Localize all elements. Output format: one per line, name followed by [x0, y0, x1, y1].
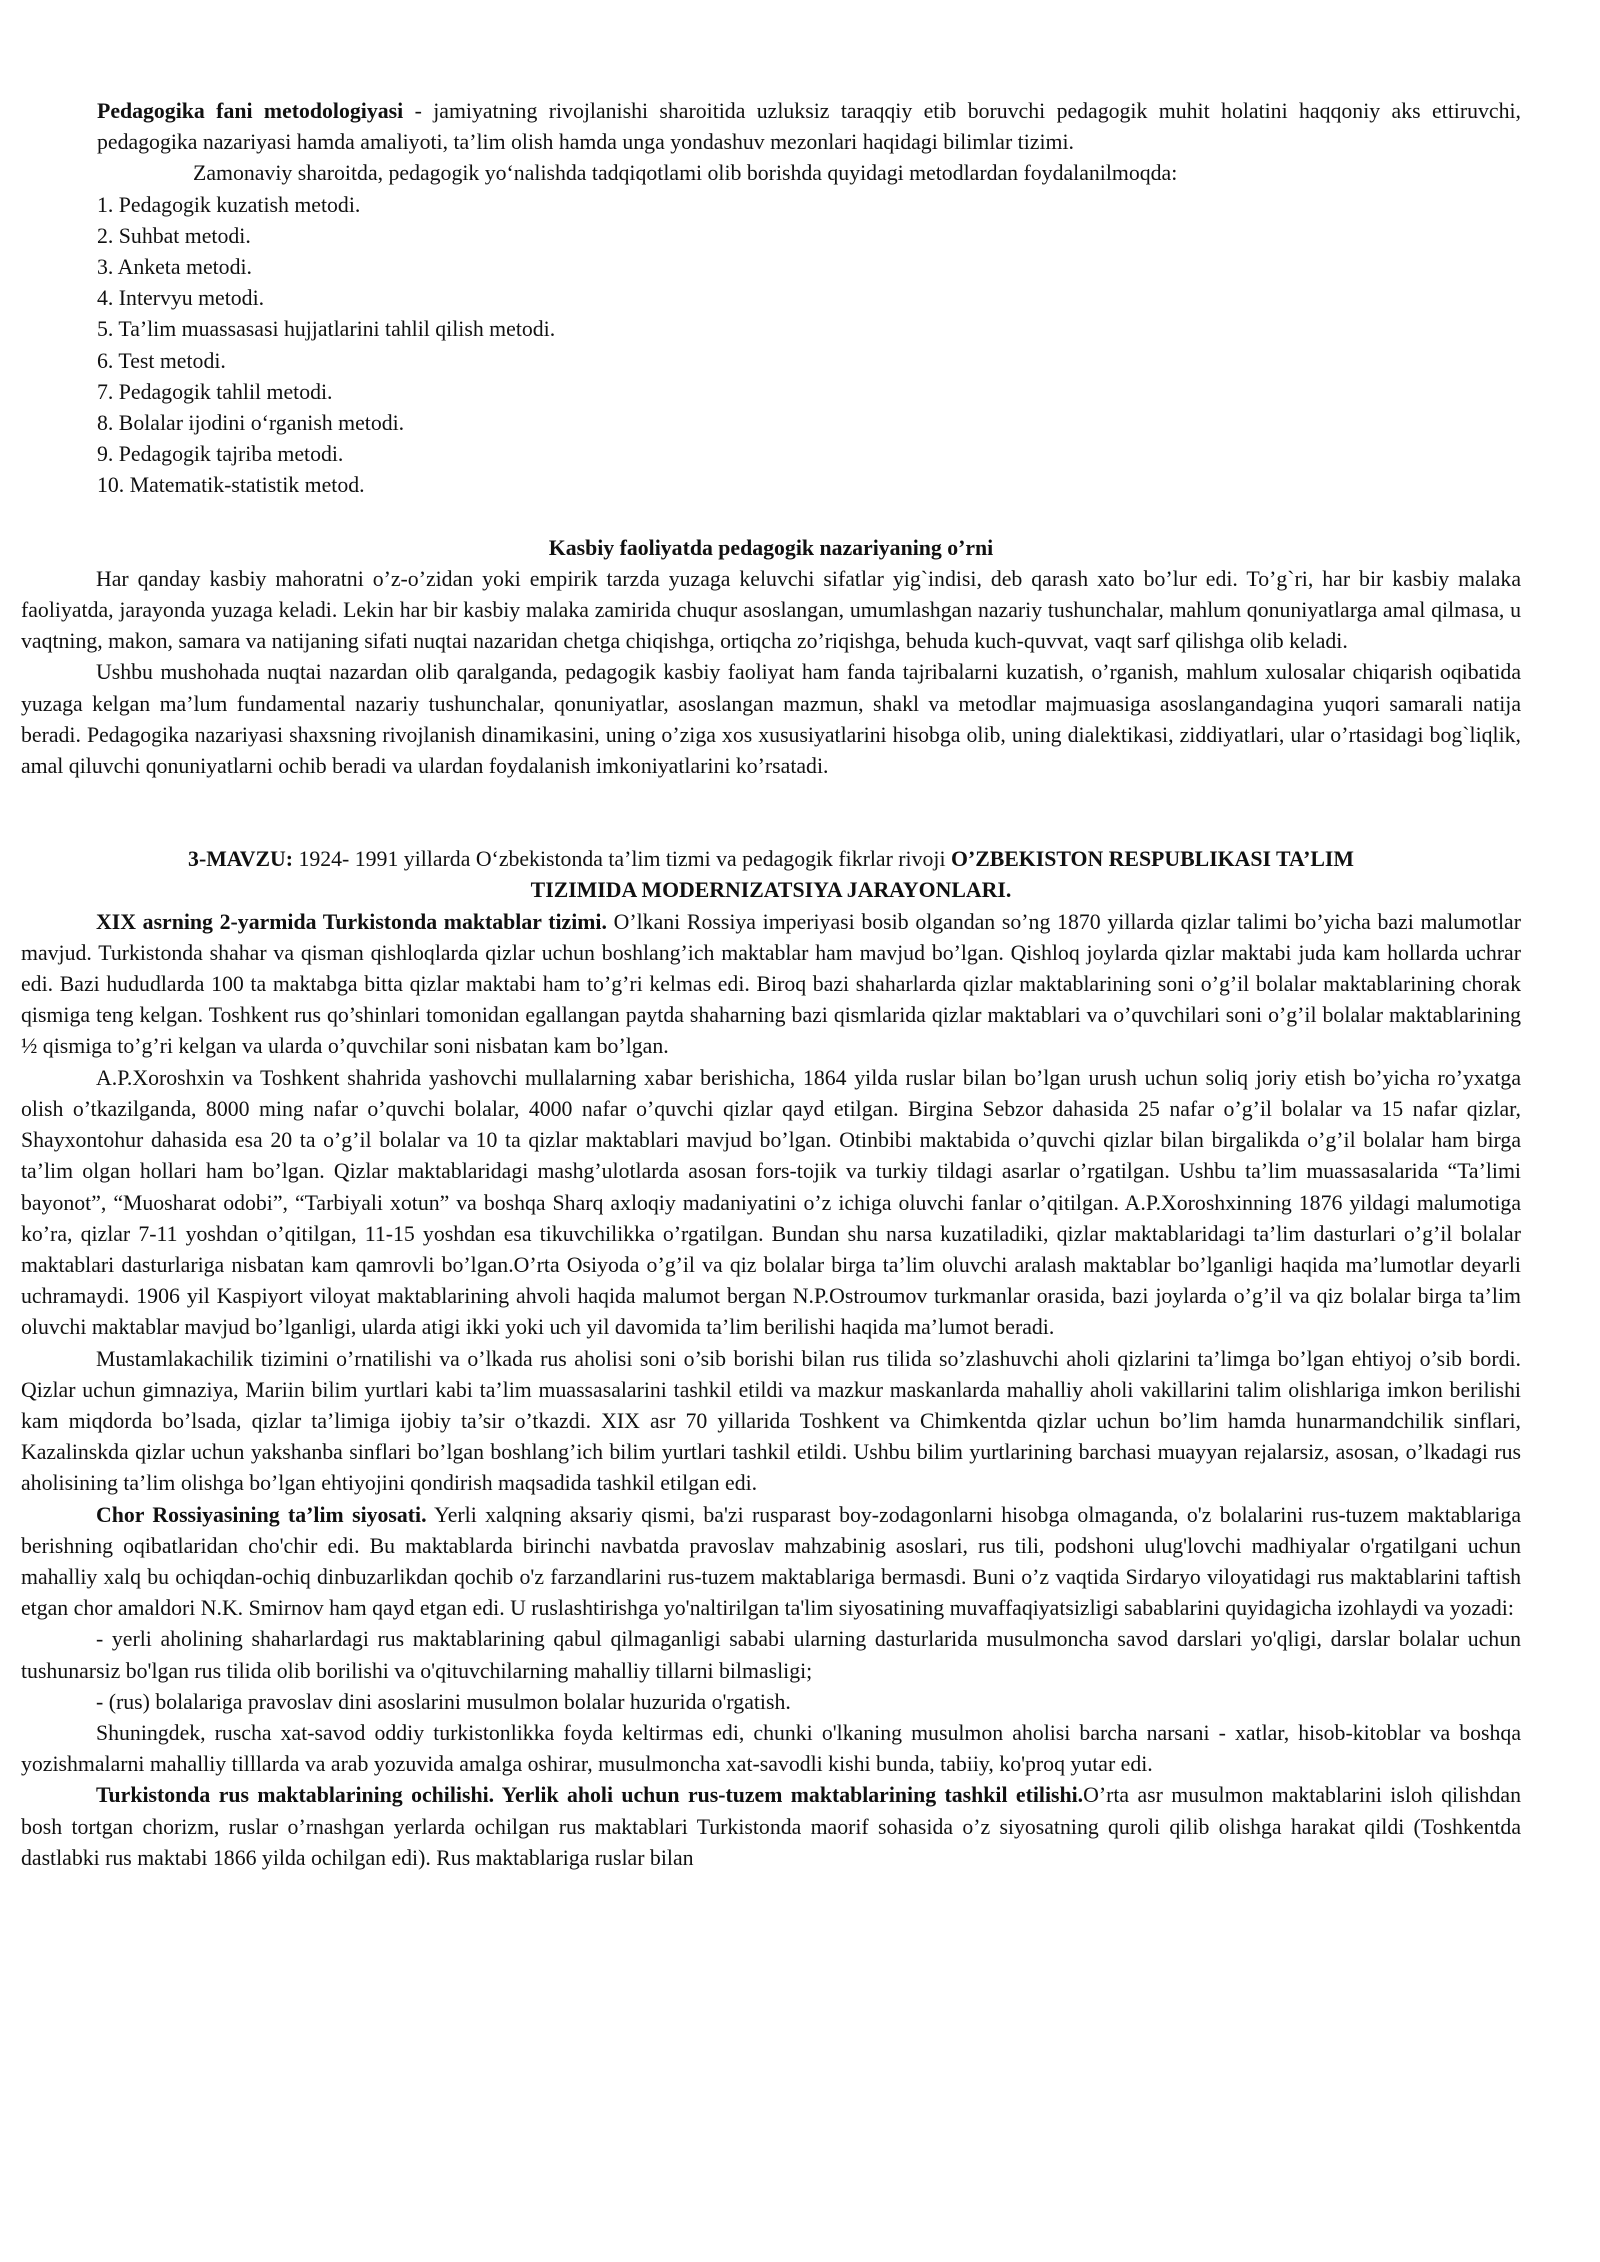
russia-paragraph-1: [21, 1500, 1521, 1625]
russia-paragraph-2: - yerli aholining shaharlardagi rus maktablarining qabul qilmaganligi sababi ularning dasturlarida musulmoncha savod darslari yo'qligi, darslar bolalar uchun tushunarsiz bo'lgan rus tilida olib borilishi va o'qituvchilarning mahalliy tillarni bilmasligi;: [21, 1627, 1521, 1683]
list-item: 7. Pedagogik tahlil metodi.: [97, 379, 333, 404]
list-item: 10. Matematik-statistik metod.: [97, 473, 365, 498]
spacer: [21, 502, 1521, 533]
section-heading-xix: XIX asrning 2-yarmida Turkistonda maktablar tizimi.: [96, 909, 607, 934]
xix-text-1: O’lkani Rossiya imperiyasi bosib olgandan so’ng 1870 yillarda qizlar talimi bo’yicha bazi malumotlar mavjud. Turkistonda shahar va qisman qishloqlarda qizlar uchun boshlang’ich maktablar ham mavjud bo’lgan. Qishloq joylarda qizlar maktabi juda kam hollarda uchrar edi. Bazi hududlarda 100 ta maktabga bitta qizlar maktabi ham to’g’ri kelmas edi. Biroq bazi shaharlarda qizlar maktablarining soni o’g’il bolalar maktablarining chorak qismiga teng kelgan. Toshkent rus qo’shinlari tomonidan egallangan paytda shaharning bazi qismlarida qizlar maktablari va o’quvchilari soni o’g’il bolalar maktablarining ½ qismiga to’g’ri kelgan va ularda o’quvchilar soni nisbatan kam bo’lgan.: [21, 909, 1521, 1059]
intro-definition: - jamiyatning rivojlanishi sharoitida uzluksiz taraqqiy etib boruvchi pedagogik muhit holatini haqqoniy aks ettiruvchi, pedagogika nazariyasi hamda amaliyoti, ta’lim olish hamda unga yondashuv mezonlari haqidagi bilimlar tizimi.: [97, 99, 1521, 155]
list-item: 6. Test metodi.: [97, 348, 226, 373]
xix-paragraph-3: Mustamlakachilik tizimini o’rnatilishi va o’lkada rus aholisi soni o’sib borishi bilan rus tilida so’zlashuvchi aholi qizlarini ta’limga bo’lgan ehtiyoj o’sib bordi. Qizlar uchun gimnaziya, Mariin bilim yurtlari kabi ta’lim muassasalarini tashkil etildi va mazkur maskanlarda mahalliy aholi vakillarini talim olishlariga imkon berilishi kam miqdorda bo’lsada, qizlar ta’limiga ijobiy ta’sir o’tkazdi. XIX asr 70 yillarida Toshkent va Chimkentda qizlar uchun bo’lim hamda hunarmandchilik sinflari, Kazalinskda qizlar uchun yakshanba sinflari bo’lgan boshlang’ich bilim yurtlari tashkil etildi. Ushbu bilim yurtlarining barchasi muayyan rejalarsiz, asosan, o’lkadagi rus aholisining ta’lim olishga bo’lgan ehtiyojini qondirish maqsadida tashkil etilgan edi.: [21, 1346, 1521, 1496]
document-page: [21, 96, 1521, 1874]
xix-paragraph-1: [21, 907, 1521, 1063]
russia-paragraph-4: Shuningdek, ruscha xat-savod oddiy turkistonlikka foyda keltirmas edi, chunki o'lkaning musulmon aholisi barcha narsani - xatlar, hisob-kitoblar va boshqa yozishmalarni mahalliy tilllarda va arab yozuvida amalga oshirar, musulmoncha xat-savodli kishi bunda, tabiiy, ko'proq yutar edi.: [21, 1720, 1521, 1777]
section-heading-theory: Kasbiy faoliyatda pedagogik nazariyaning o’rni: [548, 535, 994, 560]
intro-term: Pedagogika fani metodologiyasi: [97, 99, 404, 123]
russia-text-1: Yerli xalqning aksariy qismi, ba'zi rusparast boy-zodagonlarni hisobga olmaganda, o'z bolalarini rus-tuzem maktablariga berishning oqibatlaridan cho'chir edi. Bu maktablarda birinchi navbatda pravoslav mahzabinig asoslari, rus tili, podshoni ulug'lovchi madhiyalar o'rgatilgani uchun mahalliy xalq bu ochiqdan-ochiq dinbuzarlikdan qochib o'z farzandlarini rus-tuzem maktablariga bermasdi. Buni o’z vaqtida Sirdaryo viloyatidagi rus maktablarini taftish etgan chor amaldori N.K. Smirnov ham qayd etgan edi. U ruslashtirishga yo'naltirilgan ta'lim siyosatining muvaffaqiyatsizligi sabablarini quyidagicha izohlaydi va yozadi:: [21, 1502, 1521, 1621]
list-item: 5. Ta’lim muassasasi hujjatlarini tahlil qilish metodi.: [97, 317, 556, 342]
spacer: [21, 782, 1521, 844]
topic-title: [21, 844, 1521, 875]
list-item: 9. Pedagogik tajriba metodi.: [97, 442, 344, 467]
theory-paragraph-2: Ushbu mushohada nuqtai nazardan olib qaralganda, pedagogik kasbiy faoliyat ham fanda tajribalarni kuzatish, o’rganish, mahlum xulosalar chiqarish oqibatida yuzaga kelgan ma’lum fundamental nazariy tushunchalar, qonuniyatlar, asoslangan mazmun, shakl va metodlar majmuasiga asoslangandagina yuqori samarali natija beradi. Pedagogika nazariyasi shaxsning rivojlanish dinamikasini, uning o’ziga xos xususiyatlarini hisobga olib, uning dialektikasi, ziddiyatlari, ular o’rtasidagi bog`liqlik, amal qiluvchi qonuniyatlarni ochib beradi va ulardan foydalanish imkoniyatlarini ko’rsatadi.: [21, 660, 1521, 779]
list-item: 1. Pedagogik kuzatish metodi.: [97, 192, 361, 217]
list-item: 4. Intervyu metodi.: [97, 286, 265, 311]
methods-intro: Zamonaviy sharoitda, pedagogik yo‘nalishda tadqiqotlami olib borishda quyidagi metodlardan foydalanilmoqda:: [193, 161, 1178, 186]
methods-list: [21, 190, 1521, 502]
topic-title-bold-2: TIZIMIDA MODERNIZATSIYA JARAYONLARI.: [530, 878, 1012, 903]
topic-title-bold-1: O’ZBEKISTON RESPUBLIKASI TA’LIM: [950, 847, 1354, 872]
russia-paragraph-3: - (rus) bolalariga pravoslav dini asoslarini musulmon bolalar huzurida o'rgatish.: [96, 1689, 791, 1714]
section-heading-russia: Chor Rossiyasining ta’lim siyosati.: [96, 1502, 427, 1527]
xix-paragraph-2: A.P.Xoroshxin va Toshkent shahrida yashovchi mullalarning xabar berishicha, 1864 yilda ruslar bilan bo’lgan urush uchun soliq joriy etish bo’yicha ro’yxatga olish o’tkazilganda, 8000 ming nafar o’quvchi bolalar, 4000 nafar o’quvchi qizlar qayd etilgan. Birgina Sebzor dahasida 25 nafar o’g’il bolalar va 15 nafar qizlar, Shayxontohur dahasida esa 20 ta o’g’il bolalar va 10 ta qizlar maktablari mavjud bo’lgan. Otinbibi maktabida o’quvchi qizlar bilan birgalikda o’g’il bolalar ham birga ta’lim olgan hollari ham bo’lgan. Qizlar maktablaridagi mashg’ulotlarda asosan fors-tojik va turkiy tildagi asarlar o’rgatilgan. Ushbu ta’lim muassasalarida “Ta’limi bayonot”, “Muosharat odobi”, “Tarbiyali xotun” va boshqa Sharq axloqiy madaniyatini o’z ichiga oluvchi fanlar o’qitilgan. A.P.Xoroshxinning 1876 yildagi malumotiga ko’ra, qizlar 7-11 yoshdan o’qitilgan, 11-15 yoshdan esa tikuvchilikka o’rgatilgan. Bundan shu narsa kuzatiladiki, qizlar maktablaridagi ta’lim dasturlari o’g’il bolalar maktablari dasturlariga nisbatan kam qamrovli bo’lgan.O’rta Osiyoda o’g’il va qiz bolalar birga ta’lim oluvchi aralash maktablar bo’lganligi haqida ma’lumotlar deyarli uchramaydi. 1906 yil Kaspiyort viloyat maktablarining ahvoli haqida malumot bergan N.P.Ostroumov turkmanlar orasida, bazi joylarda o’g’il va qiz bolalar birga ta’lim oluvchi maktablar mavjud bo’lganligi, ularda atigi ikki yoki uch yil davomida ta’lim berilishi haqida ma’lumot beradi.: [21, 1065, 1521, 1340]
list-item: 3. Anketa metodi.: [97, 255, 252, 280]
list-item: 8. Bolalar ijodini o‘rganish metodi.: [97, 411, 405, 436]
theory-paragraph-1: Har qanday kasbiy mahoratni o’z-o’zidan yoki empirik tarzda yuzaga keluvchi sifatlar yig`indisi, deb qarash xato bo’lur edi. To’g`ri, har bir kasbiy malaka faoliyatda, jarayonda yuzaga keladi. Lekin har bir kasbiy malaka zamirida chuqur asoslangan, umumlashgan nazariy tushunchalar, mahlum qonuniyatlarga amal qilmasa, u vaqtning, makon, samara va natijaning sifati nuqtai nazaridan chetga chiqishga, ortiqcha zo’riqishga, behuda kuch-quvvat, vaqt sarf qilishga olib keladi.: [21, 566, 1521, 654]
list-item: 2. Suhbat metodi.: [97, 223, 251, 248]
intro-paragraph: [21, 96, 1521, 158]
schools-text-1: O’rta asr musulmon maktablarini isloh qilishdan bosh tortgan chorizm, ruslar o’rnashgan yerlarda ochilgan rus maktablari Turkistonda maorif sohasida o’z siyosatning quroli qilib olishga harakat qildi (Toshkentda dastlabki rus maktabi 1866 yilda ochilgan edi). Rus maktablariga ruslar bilan: [21, 1783, 1521, 1870]
section-heading-schools: Turkistonda rus maktablarining ochilishi. Yerlik aholi uchun rus-tuzem maktablarining tashkil etilishi.: [96, 1783, 1084, 1808]
topic-label: 3-MAVZU:: [188, 847, 293, 872]
topic-subtitle: 1924- 1991 yillarda O‘zbekistonda ta’lim tizmi va pedagogik fikrlar rivoji: [293, 847, 951, 872]
schools-paragraph-1: [21, 1780, 1521, 1874]
